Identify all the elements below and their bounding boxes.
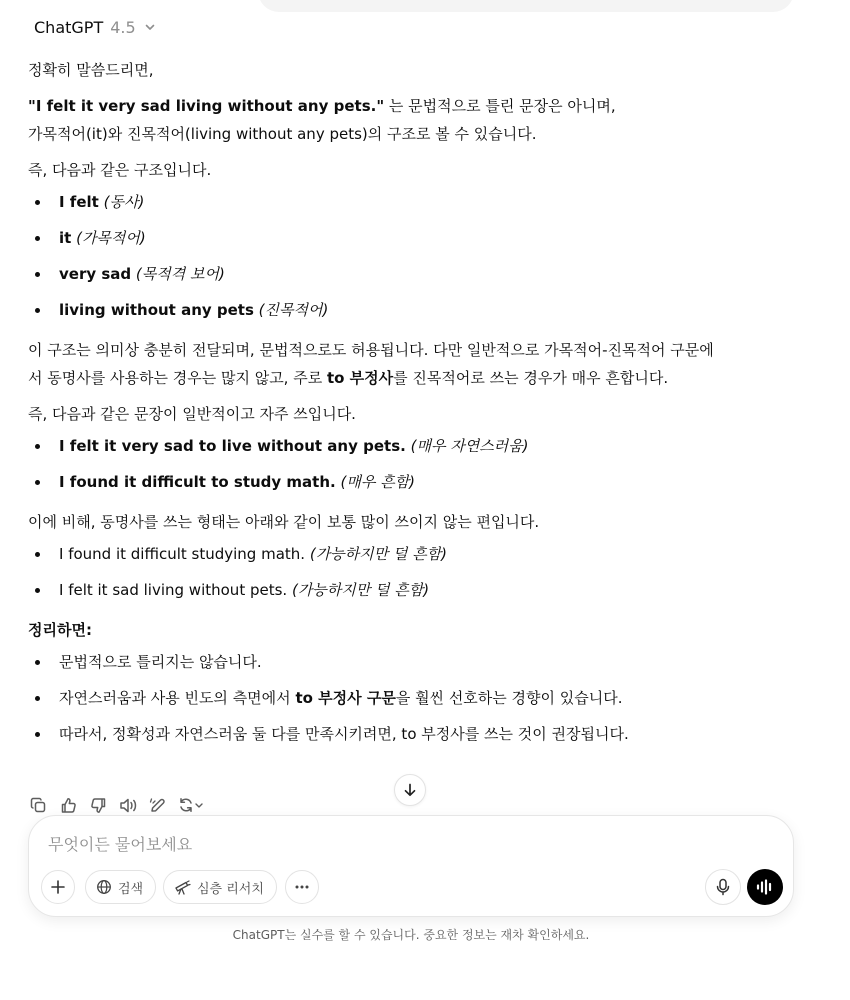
list-item-note: (매우 자연스러움) <box>410 437 529 455</box>
previous-user-message-bubble <box>258 0 794 12</box>
paragraph-2-bold: to 부정사 <box>326 369 394 387</box>
globe-icon <box>96 879 112 895</box>
list-item-note: (진목적어) <box>258 301 329 319</box>
edit-icon <box>149 797 167 814</box>
more-tools-button[interactable] <box>285 870 319 904</box>
deep-research-button[interactable] <box>163 870 277 904</box>
model-name: ChatGPT <box>34 17 104 37</box>
scroll-to-bottom-button[interactable] <box>394 774 426 806</box>
read-aloud-button[interactable] <box>116 794 140 816</box>
more-icon <box>294 879 310 895</box>
paragraph-1-text: 는 문법적으로 틀린 문장은 아니며, <box>384 97 616 115</box>
common-intro: 즉, 다음과 같은 문장이 일반적이고 자주 쓰입니다. <box>28 405 356 423</box>
paragraph-2-line-2 <box>28 364 798 392</box>
list-item-text: I found it difficult studying math. <box>59 545 306 563</box>
good-response-button[interactable] <box>56 794 80 816</box>
list-item <box>28 256 798 292</box>
list-item-bold: it <box>59 229 72 247</box>
copy-button[interactable] <box>26 794 50 816</box>
intro-text: 정확히 말씀드리면, <box>28 61 154 79</box>
list-item-bold: I found it difficult to study math. <box>59 473 336 491</box>
list-item-text-end: 을 훨씬 선호하는 경향이 있습니다. <box>395 689 623 707</box>
model-version: 4.5 <box>110 17 136 37</box>
paragraph-1 <box>28 92 798 120</box>
list-item-bold: I felt it very sad to live without any pets. <box>59 437 406 455</box>
paragraph-2-line-1: 이 구조는 의미상 충분히 전달되며, 문법적으로도 허용됩니다. 다만 일반적으로 가목적어-진목적어 구문에 <box>28 341 714 359</box>
assistant-message <box>28 56 798 752</box>
model-selector[interactable] <box>26 14 164 40</box>
bad-response-button[interactable] <box>86 794 110 816</box>
less-common-list <box>28 536 798 608</box>
list-item-text: 자연스러움과 사용 빈도의 측면에서 <box>59 689 296 707</box>
list-item <box>28 292 798 328</box>
telescope-icon <box>174 879 191 895</box>
list-item-text: I felt it sad living without pets. <box>59 581 288 599</box>
search-label: 검색 <box>118 881 144 897</box>
edit-in-canvas-button[interactable] <box>146 794 170 816</box>
list-item <box>28 572 798 608</box>
read-aloud-icon <box>119 797 138 814</box>
summary-list <box>28 644 798 752</box>
summary-heading: 정리하면: <box>28 621 92 639</box>
list-item <box>28 428 798 464</box>
list-item <box>28 184 798 220</box>
list-item-note: (목적격 보어) <box>135 265 225 283</box>
chevron-down-icon <box>144 21 156 33</box>
message-actions <box>26 794 206 816</box>
paragraph-2-text: 서 동명사를 사용하는 경우는 많지 않고, 주로 <box>28 369 327 387</box>
paragraph-2-text-end: 를 진목적어로 쓰는 경우가 매우 흔합니다. <box>393 369 669 387</box>
list-item <box>28 680 798 716</box>
list-item-bold: very sad <box>59 265 132 283</box>
plus-icon <box>50 879 66 895</box>
list-item-note: (동사) <box>103 193 145 211</box>
list-item-bold: to 부정사 구문 <box>295 689 396 707</box>
quoted-sentence: "I felt it very sad living without any pets." <box>28 97 385 115</box>
list-item <box>28 644 798 680</box>
search-button[interactable] <box>85 870 156 904</box>
message-input[interactable]: 무엇이든 물어보세요 <box>48 835 193 854</box>
list-item-text: 따라서, 정확성과 자연스러움 둘 다를 만족시키려면, to 부정사를 쓰는 것이 권장됩니다. <box>59 725 629 743</box>
thumbs-down-icon <box>90 797 107 814</box>
dictate-button[interactable] <box>705 869 741 905</box>
list-item <box>28 464 798 500</box>
list-item-bold: living without any pets <box>59 301 254 319</box>
arrow-down-icon <box>402 782 418 798</box>
voice-waveform-icon <box>756 879 774 895</box>
message-composer <box>28 815 794 917</box>
list-item <box>28 220 798 256</box>
less-common-intro: 이에 비해, 동명사를 쓰는 형태는 아래와 같이 보통 많이 쓰이지 않는 편입니다. <box>28 513 540 531</box>
disclaimer-text: ChatGPT는 실수를 할 수 있습니다. 중요한 정보는 재차 확인하세요. <box>232 928 590 942</box>
thumbs-up-icon <box>60 797 77 814</box>
microphone-icon <box>715 878 731 896</box>
paragraph-1-line-2: 가목적어(it)와 진목적어(living without any pets)의 구조로 볼 수 있습니다. <box>28 125 537 143</box>
voice-mode-button[interactable] <box>747 869 783 905</box>
deep-research-label: 심층 리서치 <box>197 881 264 897</box>
regenerate-icon <box>178 797 204 814</box>
structure-intro: 즉, 다음과 같은 구조입니다. <box>28 161 212 179</box>
list-item-bold: I felt <box>59 193 99 211</box>
list-item <box>28 716 798 752</box>
common-list <box>28 428 798 500</box>
regenerate-button[interactable] <box>176 794 206 816</box>
list-item-note: (가목적어) <box>76 229 146 247</box>
list-item-note: (가능하지만 덜 흔함) <box>309 545 448 563</box>
list-item-note: (가능하지만 덜 흔함) <box>291 581 430 599</box>
list-item-text: 문법적으로 틀리지는 않습니다. <box>59 653 262 671</box>
list-item <box>28 536 798 572</box>
add-attachment-button[interactable] <box>41 870 75 904</box>
copy-icon <box>30 797 47 814</box>
structure-list <box>28 184 798 328</box>
list-item-note: (매우 흔함) <box>340 473 415 491</box>
